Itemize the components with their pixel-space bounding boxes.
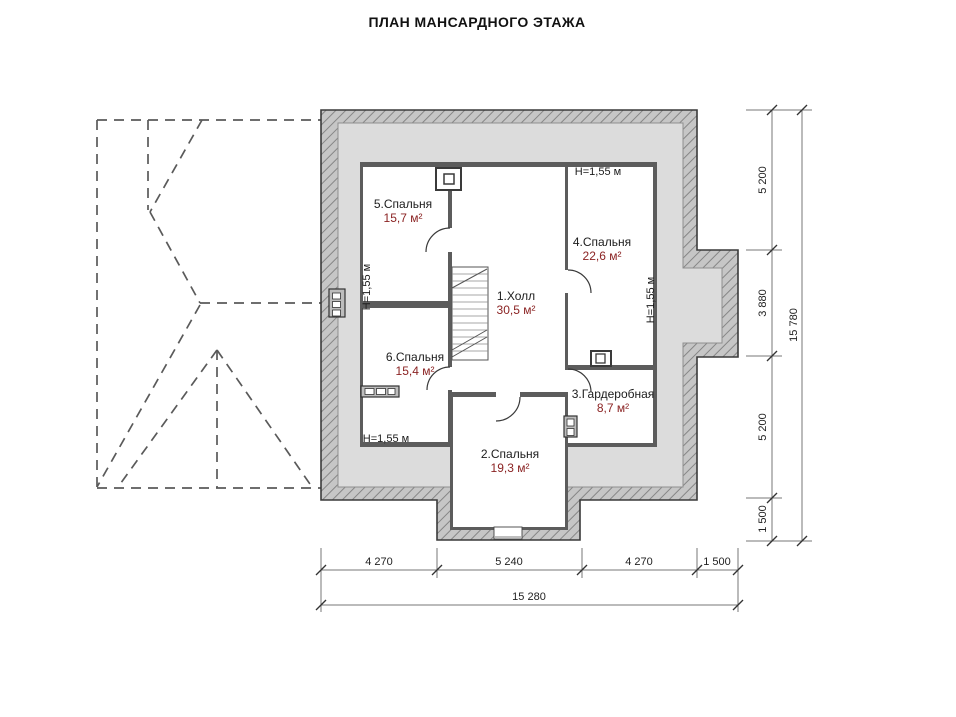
window: [494, 527, 522, 539]
dim-bottom-2: 5 240: [495, 556, 523, 568]
dim-right-4: 1 500: [757, 505, 769, 533]
bedroom6-name: 6.Спальня: [385, 350, 445, 364]
bedroom4-name: 4.Спальня: [572, 235, 632, 249]
hall-area: 30,5 м²: [496, 303, 536, 317]
dim-bottom-4: 1 500: [703, 556, 731, 568]
bedroom5-name: 5.Спальня: [373, 197, 433, 211]
bedroom2-name: 2.Спальня: [480, 447, 540, 461]
dim-right-1: 5 200: [757, 166, 769, 194]
bedroom2-label: [481, 447, 539, 475]
page-title: ПЛАН МАНСАРДНОГО ЭТАЖА: [368, 14, 586, 30]
bedroom5-area: 15,7 м²: [383, 211, 423, 225]
dashed-roof-outline: [97, 120, 321, 488]
height-note-left: Н=1,55 м: [361, 263, 373, 311]
height-note-top: Н=1,55 м: [574, 166, 622, 178]
bedroom4-area: 22,6 м²: [582, 249, 622, 263]
dim-right-total: 15 780: [788, 308, 800, 342]
dim-bottom-1: 4 270: [365, 556, 393, 568]
wardrobe-label: [572, 387, 655, 415]
hall-label: [497, 289, 536, 317]
dim-bottom-total: 15 280: [512, 591, 546, 603]
dim-bottom-3: 4 270: [625, 556, 653, 568]
wardrobe-area: 8,7 м²: [596, 401, 630, 415]
vent-block-left-wall: [329, 289, 345, 317]
bedroom2-area: 19,3 м²: [490, 461, 530, 475]
vent-block-bedroom2: [564, 416, 577, 437]
vent-block-bedroom6: [361, 386, 399, 397]
chimney-block-top: [436, 168, 461, 190]
height-note-bottom: Н=1,55 м: [362, 433, 410, 445]
bedroom5-label: [374, 197, 432, 225]
bedroom6-area: 15,4 м²: [395, 364, 435, 378]
bedroom4-label: [573, 235, 631, 263]
bedroom4-floor: [568, 167, 653, 365]
wardrobe-name: 3.Гардеробная: [571, 387, 655, 401]
bedroom6-label: [386, 350, 444, 378]
dim-right-2: 3 880: [757, 289, 769, 317]
chimney-block-wardrobe: [591, 351, 611, 366]
height-note-right: Н=1,55 м: [645, 276, 657, 324]
hall-name: 1.Холл: [496, 289, 536, 303]
dim-right-3: 5 200: [757, 413, 769, 441]
staircase: [452, 267, 488, 360]
